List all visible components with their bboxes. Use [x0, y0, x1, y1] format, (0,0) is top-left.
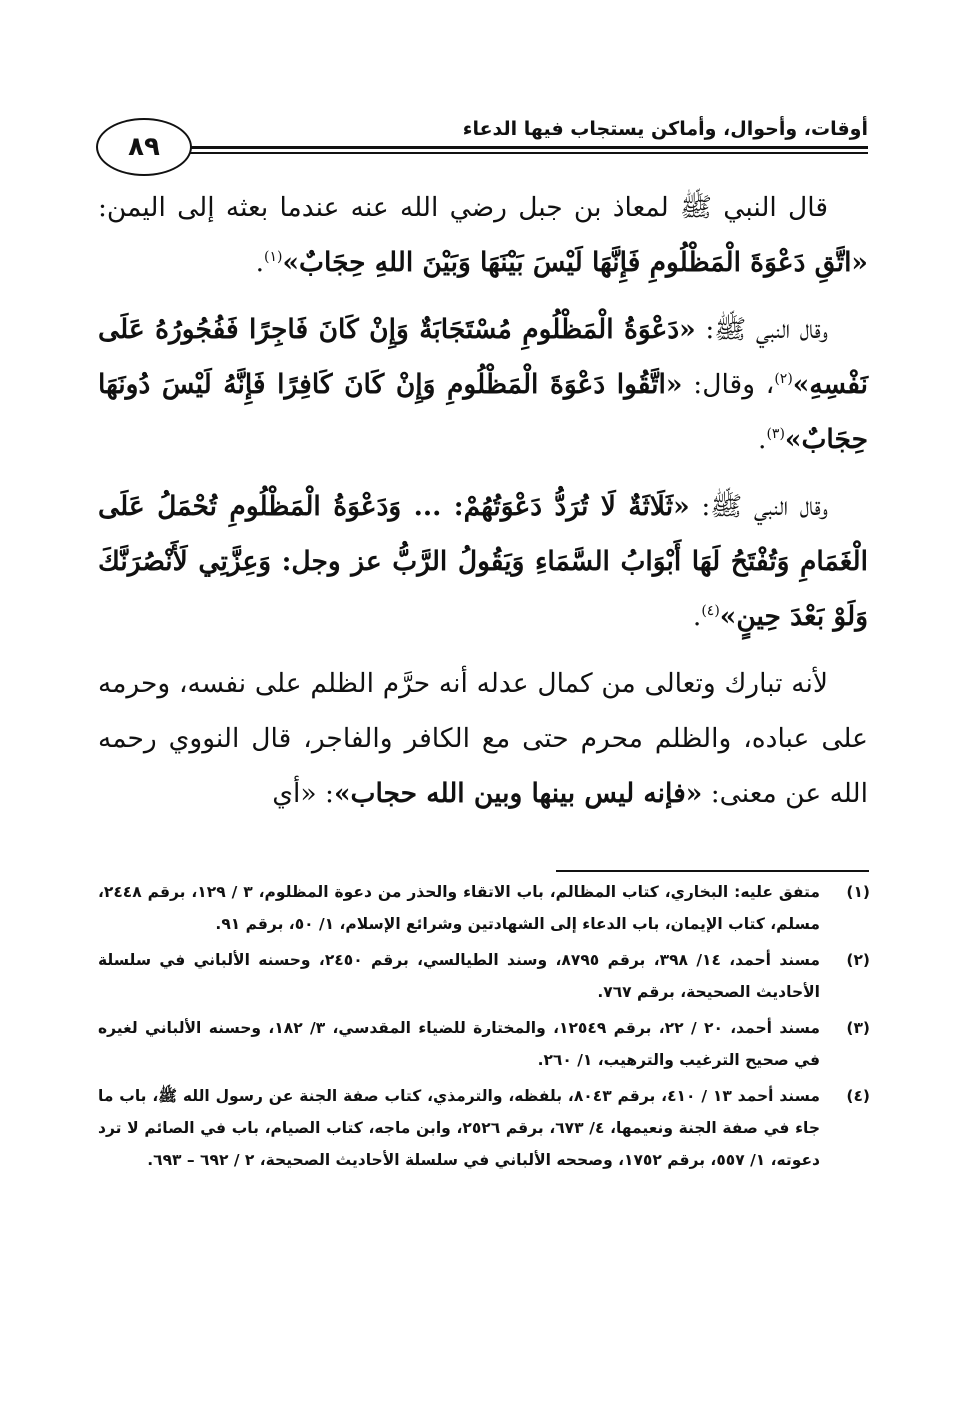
- footnote-ref[interactable]: (٢): [774, 371, 793, 388]
- header-rule-thin: [190, 152, 868, 154]
- paragraph-intro: وقال النبي ﷺ:: [695, 314, 828, 345]
- hadith-quote: «اتَّقِ دَعْوَةَ الْمَظْلُومِ فَإِنَّهَا لَيْسَ بَيْنَهَا وَبَيْنَ اللهِ حِجَابٌ»: [282, 247, 868, 278]
- footnote-separator: [556, 870, 869, 872]
- footnote-text: مسند أحمد، ٢٠ / ٢٢، برقم ١٢٥٤٩، والمختارة للضياء المقدسي، ٣/ ١٨٢، وحسنه الألباني لغيره في صحيح الترغيب والترهيب، ١/ ٢٦٠.: [98, 1019, 820, 1069]
- main-text: [98, 180, 868, 821]
- footnote: [98, 1080, 870, 1176]
- footnote: [98, 876, 870, 940]
- continuation-text: : «أي: [272, 778, 334, 809]
- paragraph-4: [98, 656, 868, 821]
- footnotes: [98, 876, 870, 1180]
- running-title: أوقات، وأحوال، وأماكن يستجاب فيها الدعاء: [462, 118, 868, 140]
- quoted-phrase: «فإنه ليس بينها وبين الله حجاب»: [333, 778, 703, 809]
- footnote-text: متفق عليه: البخاري، كتاب المظالم، باب الاتقاء والحذر من دعوة المظلوم، ٣ / ١٢٩، برقم ٢٤٤٨، مسلم، كتاب الإيمان، باب الدعاء إلى الشهادتين وشرائع الإسلام، ١/ ٥٠، برقم ٩١.: [98, 883, 820, 933]
- page-header: [96, 112, 868, 184]
- paragraph-text: لأنه تبارك وتعالى من كمال عدله أنه حرَّم الظلم على نفسه، وحرمه على عباده، والظلم محرم حتى مع الكافر والفاجر، قال النووي رحمه الله عن معنى:: [98, 668, 868, 809]
- footnote-text: مسند أحمد، ١٤/ ٣٩٨، برقم ٨٧٩٥، وسند الطيالسي، برقم ٢٤٥٠، وحسنه الألباني في سلسلة الأحاديث الصحيحة، برقم ٧٦٧.: [98, 951, 820, 1001]
- paragraph-intro: وقال النبي ﷺ:: [689, 491, 828, 522]
- hadith-quote: «ثَلَاثَةٌ لَا تُرَدُّ دَعْوَتُهُمْ: ... وَدَعْوَةُ الْمَظْلُومِ تُحْمَلُ عَلَى الْغَمَامِ وَتُفْتَحُ لَهَا أَبْوَابُ السَّمَاءِ وَيَقُولُ الرَّبُّ عز وجل: وَعِزَّتِي لَأَنْصُرَنَّكَ وَلَوْ بَعْدَ حِينٍ»: [98, 491, 868, 632]
- footnote-ref[interactable]: (٣): [766, 426, 785, 443]
- hadith-quote: «دَعْوَةُ الْمَظْلُومِ مُسْتَجَابَةٌ وَإِنْ كَانَ فَاجِرًا فَفُجُورُهُ عَلَى نَفْسِهِ»: [98, 314, 868, 400]
- footnote-number: (٣): [846, 1019, 870, 1037]
- footnote: [98, 1012, 870, 1076]
- sentence-end: .: [692, 601, 702, 632]
- footnote-number: (٢): [846, 951, 870, 969]
- footnote-number: (٤): [846, 1087, 870, 1105]
- paragraph-1: [98, 180, 868, 290]
- footnote-ref[interactable]: (٤): [701, 603, 720, 620]
- footnote: [98, 944, 870, 1008]
- page-number: ٨٩: [96, 118, 192, 176]
- sentence-end: .: [758, 424, 767, 455]
- footnote-number: (١): [846, 883, 870, 901]
- header-rule: [190, 146, 868, 149]
- footnote-ref[interactable]: (١): [264, 249, 283, 266]
- paragraph-2: [98, 302, 868, 467]
- sentence-end: .: [255, 247, 265, 278]
- paragraph-intro: قال النبي ﷺ لمعاذ بن جبل رضي الله عنه عندما بعثه إلى اليمن:: [98, 192, 828, 223]
- connector-text: ، وقال:: [682, 369, 775, 400]
- hadith-quote: «اتَّقُوا دَعْوَةَ الْمَظْلُومِ وَإِنْ كَانَ كَافِرًا فَإِنَّهُ لَيْسَ دُونَهَا حِجَابٌ»: [98, 369, 868, 455]
- paragraph-3: [98, 479, 868, 644]
- footnote-text: مسند أحمد ١٣ / ٤١٠، برقم ٨٠٤٣، بلفظه، والترمذي، كتاب صفة الجنة عن رسول الله ﷺ، باب ما جاء في صفة الجنة ونعيمها، ٤/ ٦٧٣، برقم ٢٥٢٦، وابن ماجه، كتاب الصيام، باب في الصائم لا ترد دعوته، ١/ ٥٥٧، برقم ١٧٥٢، وصححه الألباني في سلسلة الأحاديث الصحيحة، ٢ / ٦٩٢ – ٦٩٣.: [98, 1087, 820, 1169]
